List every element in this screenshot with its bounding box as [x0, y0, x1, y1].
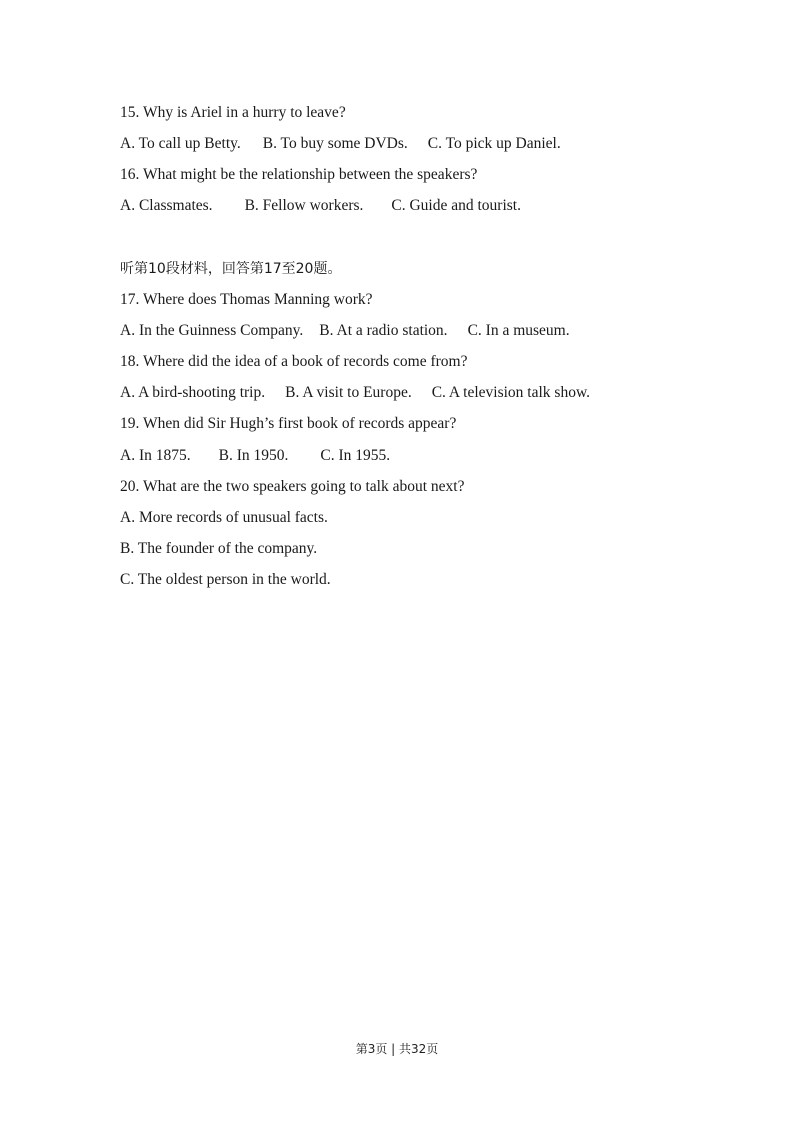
option-20-b: B. The founder of the company. — [120, 540, 318, 557]
option-16-a: A. Classmates. — [120, 197, 213, 214]
option-17-a: A. In the Guinness Company. — [120, 322, 304, 339]
option-19-b: B. In 1950. — [218, 447, 289, 464]
question-15: 15. Why is Ariel in a hurry to leave? — [120, 104, 346, 121]
options-18 — [120, 383, 590, 403]
option-16-c: C. Guide and tourist. — [391, 197, 521, 214]
option-19-c: C. In 1955. — [320, 447, 391, 464]
option-17-c: C. In a museum. — [467, 322, 570, 339]
section-heading: 听第10段材料，回答第17至20题。 — [120, 261, 342, 277]
options-19 — [120, 446, 390, 466]
option-20-a: A. More records of unusual facts. — [120, 509, 328, 526]
option-19-a: A. In 1875. — [120, 447, 191, 464]
option-18-b: B. A visit to Europe. — [285, 384, 412, 401]
option-15-c: C. To pick up Daniel. — [427, 135, 561, 152]
question-16: 16. What might be the relationship between the speakers? — [120, 166, 478, 183]
option-15-b: B. To buy some DVDs. — [262, 135, 408, 152]
question-17: 17. Where does Thomas Manning work? — [120, 291, 373, 308]
page-footer: 第3页 | 共32页 — [355, 1042, 439, 1056]
options-15 — [120, 134, 561, 154]
option-17-b: B. At a radio station. — [319, 322, 448, 339]
option-18-c: C. A television talk show. — [431, 384, 591, 401]
question-18: 18. Where did the idea of a book of records come from? — [120, 353, 468, 370]
options-17 — [120, 321, 570, 341]
option-20-c: C. The oldest person in the world. — [120, 571, 331, 588]
option-18-a: A. A bird-shooting trip. — [120, 384, 266, 401]
question-20: 20. What are the two speakers going to talk about next? — [120, 478, 465, 495]
option-16-b: B. Fellow workers. — [244, 197, 364, 214]
option-15-a: A. To call up Betty. — [120, 135, 241, 152]
options-16 — [120, 196, 521, 216]
question-19: 19. When did Sir Hugh’s first book of records appear? — [120, 415, 457, 432]
